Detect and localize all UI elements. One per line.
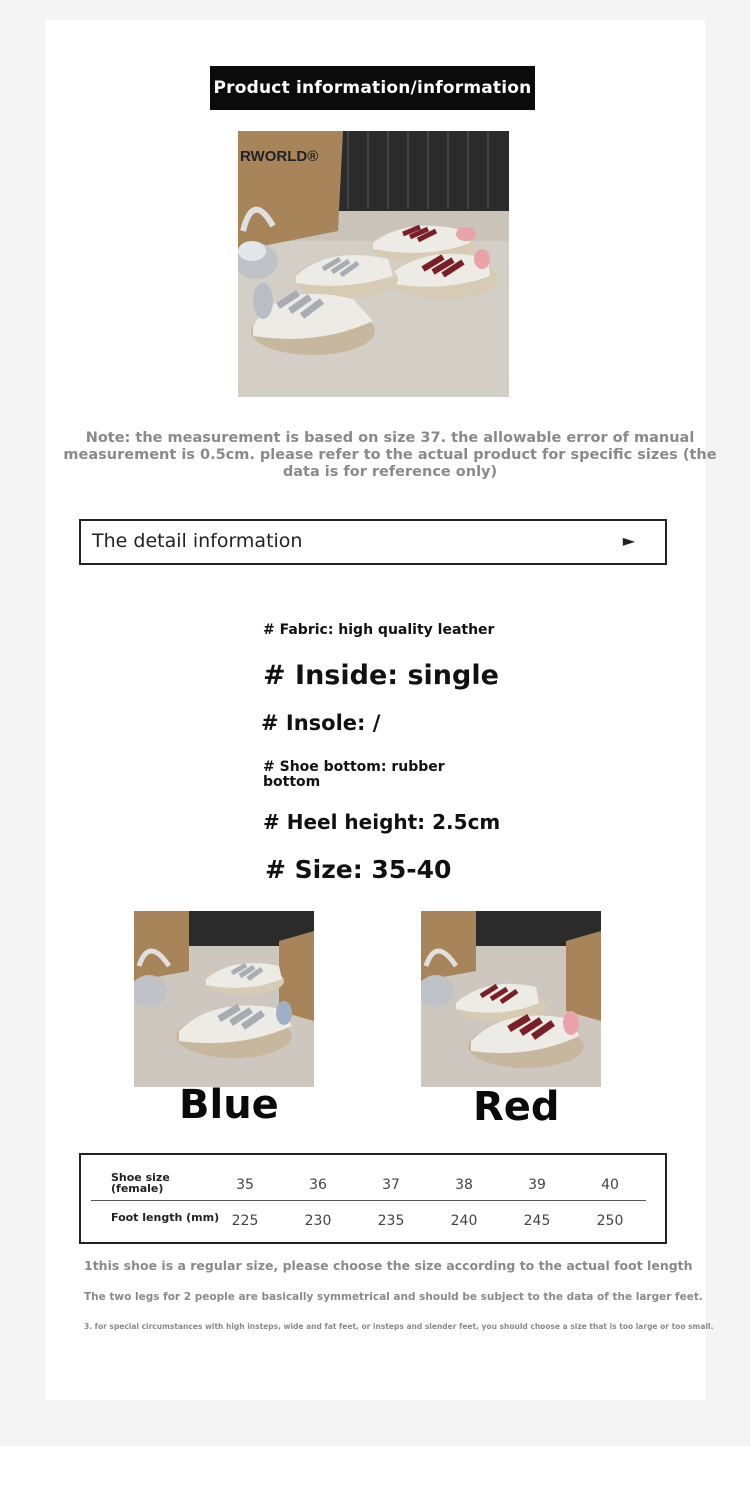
page-title-text: Product information/information — [213, 78, 532, 98]
size-cell: 37 — [382, 1177, 400, 1193]
length-cell: 240 — [450, 1213, 478, 1229]
size-cell: 40 — [601, 1177, 619, 1193]
bottom-strip — [0, 1446, 750, 1498]
measurement-note: Note: the measurement is based on size 37. the allowable error of manual measurement is 0.5cm. please refer to the actual product for specific sizes (the data is for reference only) — [63, 430, 717, 480]
color-label-red: Red — [473, 1084, 560, 1130]
size-chart-table — [79, 1153, 667, 1244]
size-tip-2: The two legs for 2 people are basically symmetrical and should be subject to the data of the larger feet. — [84, 1291, 703, 1303]
table-divider — [91, 1200, 646, 1201]
size-cell: 36 — [309, 1177, 327, 1193]
spec-shoe-bottom-line2: bottom — [263, 774, 321, 790]
size-cell: 35 — [236, 1177, 254, 1193]
play-arrow-icon: ► — [622, 531, 635, 550]
detail-info-label: The detail information — [92, 530, 303, 552]
shoe-size-header-line1: Shoe size — [111, 1171, 170, 1184]
length-cell: 225 — [231, 1213, 259, 1229]
color-label-blue: Blue — [179, 1082, 279, 1128]
shoe-size-header — [111, 1172, 170, 1194]
length-cell: 250 — [596, 1213, 624, 1229]
length-cell: 230 — [304, 1213, 332, 1229]
length-cell: 235 — [377, 1213, 405, 1229]
spec-insole: # Insole: / — [261, 711, 381, 735]
foot-length-header: Foot length (mm) — [111, 1211, 220, 1224]
blue-variant-photo — [134, 911, 314, 1087]
size-cell: 39 — [528, 1177, 546, 1193]
detail-info-header — [79, 519, 667, 565]
size-tip-3: 3. for special circumstances with high insteps, wide and fat feet, or insteps and slender feet, you should choose a size that is too large or too small. — [84, 1322, 714, 1331]
length-cell: 245 — [523, 1213, 551, 1229]
hero-product-photo — [238, 131, 509, 397]
spec-inside: # Inside: single — [263, 660, 499, 691]
size-tip-1: 1this shoe is a regular size, please choose the size according to the actual foot length — [84, 1258, 693, 1273]
shoe-size-header-line2: (female) — [111, 1182, 164, 1195]
page-title — [210, 66, 535, 110]
spec-shoe-bottom-line1: # Shoe bottom: rubber — [263, 759, 445, 775]
spec-fabric: # Fabric: high quality leather — [263, 622, 495, 638]
spec-heel-height: # Heel height: 2.5cm — [263, 810, 501, 834]
spec-size-range: # Size: 35-40 — [265, 855, 452, 884]
red-variant-photo — [421, 911, 601, 1087]
bag-sign-text: RWORLD® — [240, 148, 319, 165]
spec-shoe-bottom — [263, 760, 445, 790]
size-cell: 38 — [455, 1177, 473, 1193]
